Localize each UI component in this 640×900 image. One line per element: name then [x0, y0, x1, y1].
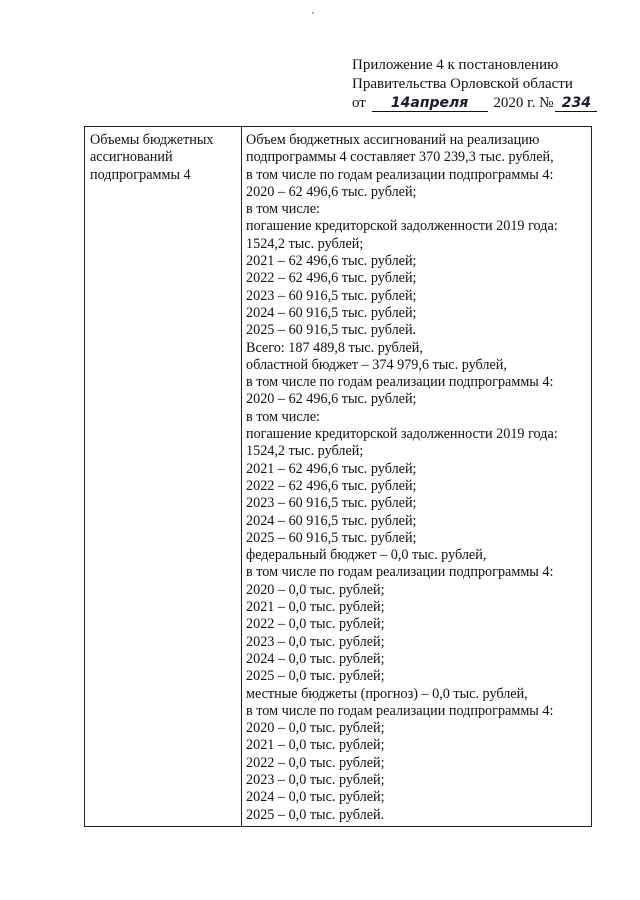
- value-line: в том числе:: [246, 201, 320, 218]
- value-line: Объем бюджетных ассигнований на реализацию: [246, 132, 540, 148]
- label-line: ассигнований: [90, 149, 173, 166]
- value-line: 2021 – 62 496,6 тыс. рублей;: [246, 253, 417, 270]
- value-line: 2025 – 0,0 тыс. рублей;: [246, 668, 385, 685]
- value-line: 2020 – 0,0 тыс. рублей;: [246, 581, 385, 598]
- value-line: в том числе по годам реализации подпрограммы 4:: [246, 374, 554, 391]
- value-line: 2022 – 0,0 тыс. рублей;: [246, 616, 385, 633]
- value-line: местные бюджеты (прогноз) – 0,0 тыс. рублей,: [246, 685, 528, 702]
- value-line: 2025 – 60 916,5 тыс. рублей;: [246, 529, 417, 546]
- value-line: в том числе по годам реализации подпрограммы 4:: [246, 702, 554, 719]
- value-line: 1524,2 тыс. рублей;: [246, 235, 364, 252]
- value-line: погашение кредиторской задолженности 2019 года:: [246, 218, 558, 235]
- value-line: 2025 – 0,0 тыс. рублей.: [246, 806, 385, 823]
- appendix-title: Приложение 4 к постановлению: [352, 57, 559, 73]
- value-line: 2020 – 62 496,6 тыс. рублей;: [246, 391, 417, 408]
- value-line: 2022 – 0,0 тыс. рублей;: [246, 754, 385, 771]
- value-line: областной бюджет – 374 979,6 тыс. рублей,: [246, 356, 507, 373]
- value-line: погашение кредиторской задолженности 2019 года:: [246, 426, 558, 443]
- value-line: в том числе по годам реализации подпрограммы 4:: [246, 564, 554, 581]
- handwritten-date: 14апреля: [372, 96, 488, 112]
- value-line: Всего: 187 489,8 тыс. рублей,: [246, 339, 423, 356]
- scan-speck: [312, 12, 314, 14]
- value-line: в том числе по годам реализации подпрограммы 4:: [246, 166, 554, 183]
- value-line: федеральный бюджет – 0,0 тыс. рублей,: [246, 547, 487, 564]
- appendix-header: [352, 56, 622, 113]
- label-line: подпрограммы 4: [90, 166, 191, 183]
- value-line: 2023 – 0,0 тыс. рублей;: [246, 771, 385, 788]
- value-line: 2021 – 0,0 тыс. рублей;: [246, 737, 385, 754]
- table-label-cell: [85, 127, 242, 826]
- value-line: 1524,2 тыс. рублей;: [246, 443, 364, 460]
- budget-table: [84, 126, 592, 827]
- value-line: 2020 – 0,0 тыс. рублей;: [246, 720, 385, 737]
- value-line: 2023 – 60 916,5 тыс. рублей;: [246, 287, 417, 304]
- value-line: 2024 – 0,0 тыс. рублей;: [246, 789, 385, 806]
- date-prefix: от: [352, 95, 366, 111]
- value-line: 2024 – 60 916,5 тыс. рублей;: [246, 304, 417, 321]
- handwritten-number: 234: [555, 96, 597, 112]
- value-line: 2024 – 0,0 тыс. рублей;: [246, 650, 385, 667]
- label-line: Объемы бюджетных: [90, 132, 214, 148]
- table-value-cell: [242, 127, 591, 826]
- value-line: 2022 – 62 496,6 тыс. рублей;: [246, 477, 417, 494]
- value-line: 2022 – 62 496,6 тыс. рублей;: [246, 270, 417, 287]
- value-line: 2025 – 60 916,5 тыс. рублей.: [246, 322, 417, 339]
- value-line: 2020 – 62 496,6 тыс. рублей;: [246, 183, 417, 200]
- value-line: 2021 – 0,0 тыс. рублей;: [246, 599, 385, 616]
- value-line: 2024 – 60 916,5 тыс. рублей;: [246, 512, 417, 529]
- value-line: подпрограммы 4 составляет 370 239,3 тыс. рублей,: [246, 149, 554, 166]
- value-line: 2021 – 62 496,6 тыс. рублей;: [246, 460, 417, 477]
- value-line: 2023 – 60 916,5 тыс. рублей;: [246, 495, 417, 512]
- value-line: 2023 – 0,0 тыс. рублей;: [246, 633, 385, 650]
- value-line: в том числе:: [246, 408, 320, 425]
- appendix-authority: Правительства Орловской области: [352, 76, 573, 92]
- appendix-date-line: [352, 94, 622, 113]
- year-text: 2020 г. №: [493, 95, 554, 111]
